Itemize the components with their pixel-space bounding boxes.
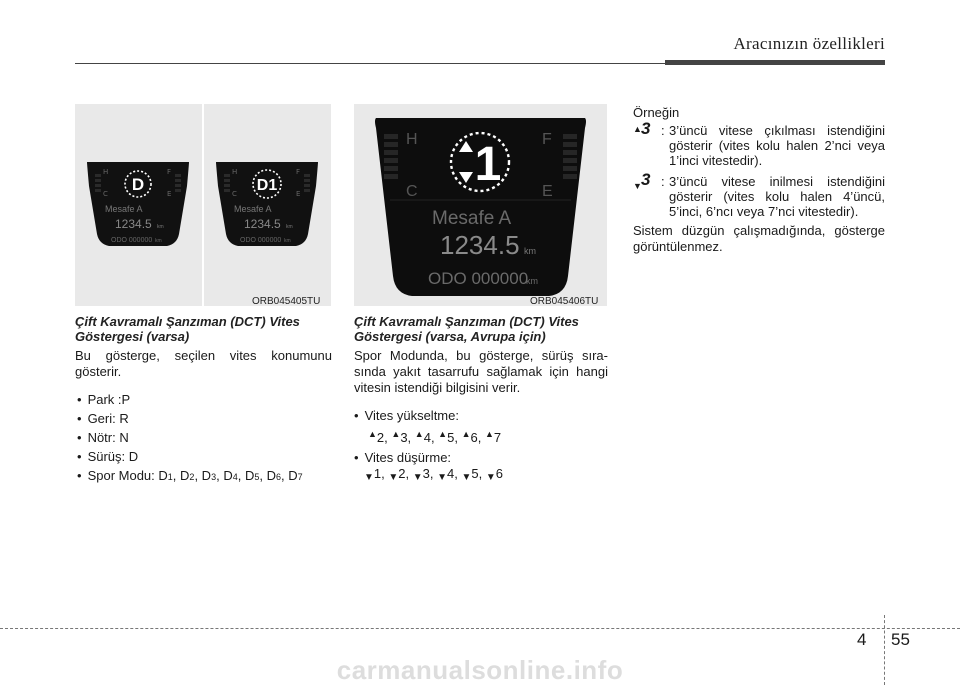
svg-text:E: E [167,190,172,198]
svg-text:E: E [296,190,301,198]
downshift-gear: ▼4 [437,466,455,483]
upshift-label: • Vites yükseltme: [354,408,608,424]
running-header-title: Aracınızın özellikleri [733,34,885,53]
example-downshift: ▼ 3 : 3’üncü vitese inilmesi istendiğini gösterir (vites kolu halen 4’üncü, 5’inci, 6’ncı veya 7’nci vitestedir). [633,170,885,219]
upshift-gear: ▲4 [414,429,431,445]
figure-code: ORB045405TU [252,296,321,307]
downshift-gear: ▼6 [485,466,504,483]
header-rule-thin [75,63,665,64]
watermark: carmanualsonline.info [336,655,624,685]
svg-text:F: F [296,168,301,176]
svg-text:H: H [232,168,238,176]
down-triangle-icon: ▼ [412,472,423,483]
cluster-illustration-large [354,104,607,306]
downshift-gear: ▼2 [388,466,406,483]
svg-text:km: km [157,224,164,230]
up-triangle-icon: ▲ [414,429,424,439]
up-triangle-icon: ▲ [484,429,494,439]
down-triangle-icon: ▼ [437,472,448,483]
example-text: 3’üncü vitese çıkılması istendiğini gösterir (vites kolu halen 2’nci veya 1’inci vitestedir). [669,123,885,168]
figure-code: ORB045406TU [530,296,599,307]
upshift-gear: ▲6 [461,429,478,445]
chapter-number: 4 [857,630,867,649]
list-item: • Park :P [77,392,332,408]
downshift-gear: ▼5 [461,466,479,483]
list-item: • Geri: R [77,411,332,427]
sport-gear-list: D1, D2, D3, D4, D5, D6, D7 [158,468,303,483]
gear-indicator-text: D1 [256,177,278,194]
column-examples [633,105,885,255]
svg-text:km: km [284,238,291,244]
down-triangle-icon: ▼ [364,472,374,483]
upshift-sequence: ▲2, ▲3, ▲4, ▲5, ▲6, ▲7 [368,429,502,445]
note-paragraph: Sistem düzgün çalışmadığında, gösterge görüntülenmez. [633,223,885,254]
svg-text:km: km [524,246,536,256]
svg-text:F: F [167,168,172,176]
svg-text:km: km [526,276,538,286]
column-dct-indicator-europe [354,314,608,484]
down-triangle-icon: ▼ [388,472,399,483]
svg-text:H: H [406,131,418,148]
list-item-sport-mode [77,468,332,485]
page-number: 55 [891,630,910,649]
list-item: • Nötr: N [77,430,332,446]
section-paragraph: Bu gösterge, seçilen vites konumunu gösterir. [75,348,332,379]
svg-text:H: H [103,168,109,176]
section-paragraph: Spor Modunda, bu gösterge, sürüş sıra-sında yakıt tasarrufu sağlamak için hangi vitesin istendiği bilgisini verir. [354,348,608,395]
svg-text:1234.5: 1234.5 [115,217,152,231]
svg-text:ODO 000000: ODO 000000 [428,269,529,288]
shift-list [354,408,608,484]
downshift-gear-icon: ▼ 3 [633,170,651,191]
svg-text:C: C [103,190,108,198]
up-triangle-icon: ▲ [368,429,377,439]
sport-gear: D3 [201,468,217,483]
down-triangle-icon: ▼ [461,472,472,483]
up-triangle-icon: ▲ [461,429,471,439]
svg-text:C: C [406,183,418,200]
example-label: Örneğin [633,105,680,120]
svg-text:C: C [232,190,237,198]
sport-gear: D6 [266,468,281,483]
svg-text:Mesafe A: Mesafe A [105,204,143,214]
gear-indicator-text: 1 [474,138,502,191]
svg-text:1234.5: 1234.5 [440,230,520,260]
svg-text:km: km [286,224,293,230]
svg-text:ODO 000000: ODO 000000 [111,237,153,244]
sport-gear: D2 [180,468,195,483]
upshift-gear-icon: ▲ 3 [633,119,651,138]
downshift-sequence: ▼1, ▼2, ▼3, ▼4, ▼5, ▼6 [364,466,504,483]
figure-dct-indicator-europe [354,104,607,306]
downshift-gear: ▼3 [412,466,430,483]
gear-indicator-text: D [131,175,145,194]
section-heading: Çift Kavramalı Şanzıman (DCT) Vites Göstergesi (varsa, Avrupa için) [354,314,579,344]
svg-text:Mesafe A: Mesafe A [234,204,272,214]
cluster-illustration-pair [75,104,331,306]
example-text: 3’üncü vitese inilmesi istendiğini gösterir (vites kolu halen 4’üncü, 5’inci, 6’ncı veya 7’nci vitestedir). [669,174,885,219]
cluster-panel-d1 [216,162,318,246]
footer-rule [0,628,960,629]
sport-gear: D5 [244,468,260,483]
up-triangle-icon: ▲ [438,429,448,439]
figure-dct-indicator [75,104,331,306]
svg-text:1234.5: 1234.5 [244,217,281,231]
upshift-gear: ▲3 [391,429,408,445]
sport-gear: D1 [158,468,173,483]
list-item: • Sürüş: D [77,449,332,465]
upshift-gear: ▲7 [484,429,502,445]
cluster-panel-d [87,162,189,246]
sport-gear: D7 [288,468,303,483]
svg-text:F: F [542,131,552,148]
svg-text:Mesafe A: Mesafe A [432,208,512,229]
sport-gear: D4 [223,468,238,483]
upshift-gear: ▲2 [368,429,385,445]
down-triangle-icon: ▼ [485,472,496,483]
up-triangle-icon: ▲ [391,429,401,439]
upshift-gear: ▲5 [438,429,455,445]
example-upshift: ▲ 3 : 3’üncü vitese çıkılması istendiğini gösterir (vites kolu halen 2’nci veya 1’inci vitestedir). [633,119,885,168]
section-heading: Çift Kavramalı Şanzıman (DCT) Vites Göstergesi (varsa) [75,314,300,344]
downshift-label: • Vites düşürme: [354,450,608,466]
downshift-gear: ▼1 [364,466,382,483]
column-dct-indicator [75,314,332,485]
sport-mode-label: Spor Modu: [87,468,155,483]
svg-text:E: E [542,183,553,200]
svg-text:ODO 000000: ODO 000000 [240,237,282,244]
svg-text:km: km [155,238,162,244]
header-rule-thick [665,60,885,65]
gear-position-list [77,392,332,485]
